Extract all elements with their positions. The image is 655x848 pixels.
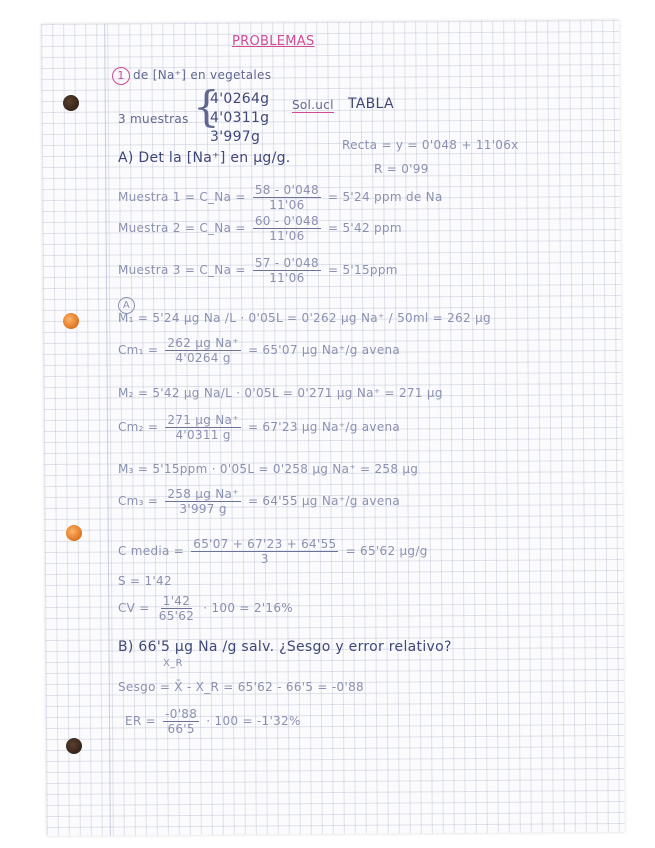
margin-line xyxy=(104,24,111,836)
er-den: 66'5 xyxy=(167,722,195,736)
binder-hole-1 xyxy=(63,95,79,111)
er-num: -0'88 xyxy=(165,707,198,721)
cm-3-label: Cm₃ = xyxy=(118,494,159,508)
cm-2-num: 271 μg Na⁺ xyxy=(167,413,239,427)
cm-1 xyxy=(118,336,400,365)
cm-2 xyxy=(118,413,400,442)
c-media-label: C media = xyxy=(118,544,185,558)
cm-1-den: 4'0264 g xyxy=(175,351,231,365)
muestra-2-num: 60 - 0'048 xyxy=(254,214,319,228)
cm-1-label: Cm₁ = xyxy=(118,343,159,357)
muestra-3-num: 57 - 0'048 xyxy=(254,256,319,270)
cm-2-result: = 67'23 μg Na⁺/g avena xyxy=(247,420,401,434)
muestra-2-fraction xyxy=(253,214,321,243)
sample-3: 3'997g xyxy=(210,129,261,145)
sesgo-line: Sesgo = X̄ - X_R = 65'62 - 66'5 = -0'88 xyxy=(118,680,364,694)
mass-1: M₁ = 5'24 μg Na /L · 0'05L = 0'262 μg Na⁺ / 50ml = 262 μg xyxy=(118,311,491,325)
cv-den: 65'62 xyxy=(158,609,195,623)
muestra-2 xyxy=(118,214,402,243)
problem-text: de [Na⁺] en vegetales xyxy=(133,68,272,82)
muestra-1-num: 58 - 0'048 xyxy=(254,183,319,197)
circle-letter-a: A xyxy=(118,297,135,314)
cv-num: 1'42 xyxy=(162,594,191,608)
cv-fraction xyxy=(157,594,196,623)
muestra-1-fraction xyxy=(253,183,321,212)
c-media-den: 3 xyxy=(260,552,269,566)
samples-brace: { xyxy=(193,82,220,131)
muestra-2-den: 11'06 xyxy=(269,229,305,243)
mass-2: M₂ = 5'42 μg Na/L · 0'05L = 0'271 μg Na⁺ = 271 μg xyxy=(118,386,443,400)
cm-1-num: 262 μg Na⁺ xyxy=(167,336,239,350)
muestra-2-result: = 5'42 ppm xyxy=(328,221,402,235)
cm-3 xyxy=(118,487,400,516)
problem-number: 1 xyxy=(112,67,130,85)
xr-label: X_R xyxy=(163,658,183,669)
tabla-label: TABLA xyxy=(348,96,394,112)
er-result: · 100 = -1'32% xyxy=(206,714,301,728)
c-media-result: = 65'62 μg/g xyxy=(345,544,428,558)
muestra-3-fraction xyxy=(253,256,321,285)
muestra-3 xyxy=(118,256,398,285)
er-fraction xyxy=(163,707,199,736)
er-label: ER = xyxy=(125,714,156,728)
cm-2-fraction xyxy=(165,413,240,442)
samples-label: 3 muestras xyxy=(118,112,189,126)
cm-2-label: Cm₂ = xyxy=(118,420,159,434)
cm-3-num: 258 μg Na⁺ xyxy=(167,487,239,501)
c-media-num: 65'07 + 67'23 + 64'55 xyxy=(193,537,337,551)
calibration-line: Recta = y = 0'048 + 11'06x xyxy=(342,138,519,152)
binder-hole-4 xyxy=(66,738,82,754)
cv-result: · 100 = 2'16% xyxy=(203,601,293,615)
relative-error xyxy=(125,707,301,736)
muestra-1 xyxy=(118,183,443,212)
binder-hole-2 xyxy=(63,313,79,329)
coef-variation xyxy=(118,594,293,623)
problem-statement xyxy=(112,67,271,85)
page-title: PROBLEMAS xyxy=(232,34,315,49)
part-a-heading: A) Det la [Na⁺] en μg/g. xyxy=(118,150,291,166)
muestra-3-label: Muestra 3 = C_Na = xyxy=(118,263,246,277)
mass-3: M₃ = 5'15ppm · 0'05L = 0'258 μg Na⁺ = 258 μg xyxy=(118,462,419,476)
correlation-r: R = 0'99 xyxy=(374,162,429,176)
solution-word: Sol.ucl xyxy=(292,98,334,112)
part-b-heading: B) 66'5 μg Na /g salv. ¿Sesgo y error relativo? xyxy=(118,639,452,655)
sample-2: 4'0311g xyxy=(210,110,270,126)
cm-3-result: = 64'55 μg Na⁺/g avena xyxy=(247,494,401,508)
cm-2-den: 4'0311 g xyxy=(175,428,231,442)
std-dev: S = 1'42 xyxy=(118,574,172,588)
muestra-3-result: = 5'15ppm xyxy=(328,263,398,277)
cm-1-fraction xyxy=(165,336,240,365)
cm-3-den: 3'997 g xyxy=(179,502,227,516)
muestra-1-den: 11'06 xyxy=(269,198,305,212)
cv-label: CV = xyxy=(118,601,150,615)
muestra-1-label: Muestra 1 = C_Na = xyxy=(118,190,246,204)
sample-1: 4'0264g xyxy=(210,91,270,107)
muestra-3-den: 11'06 xyxy=(269,271,305,285)
cm-1-result: = 65'07 μg Na⁺/g avena xyxy=(247,343,401,357)
cm-3-fraction xyxy=(165,487,240,516)
muestra-1-result: = 5'24 ppm de Na xyxy=(328,190,443,204)
muestra-2-label: Muestra 2 = C_Na = xyxy=(118,221,246,235)
binder-hole-3 xyxy=(66,525,82,541)
c-media xyxy=(118,537,428,566)
c-media-fraction xyxy=(191,537,338,566)
